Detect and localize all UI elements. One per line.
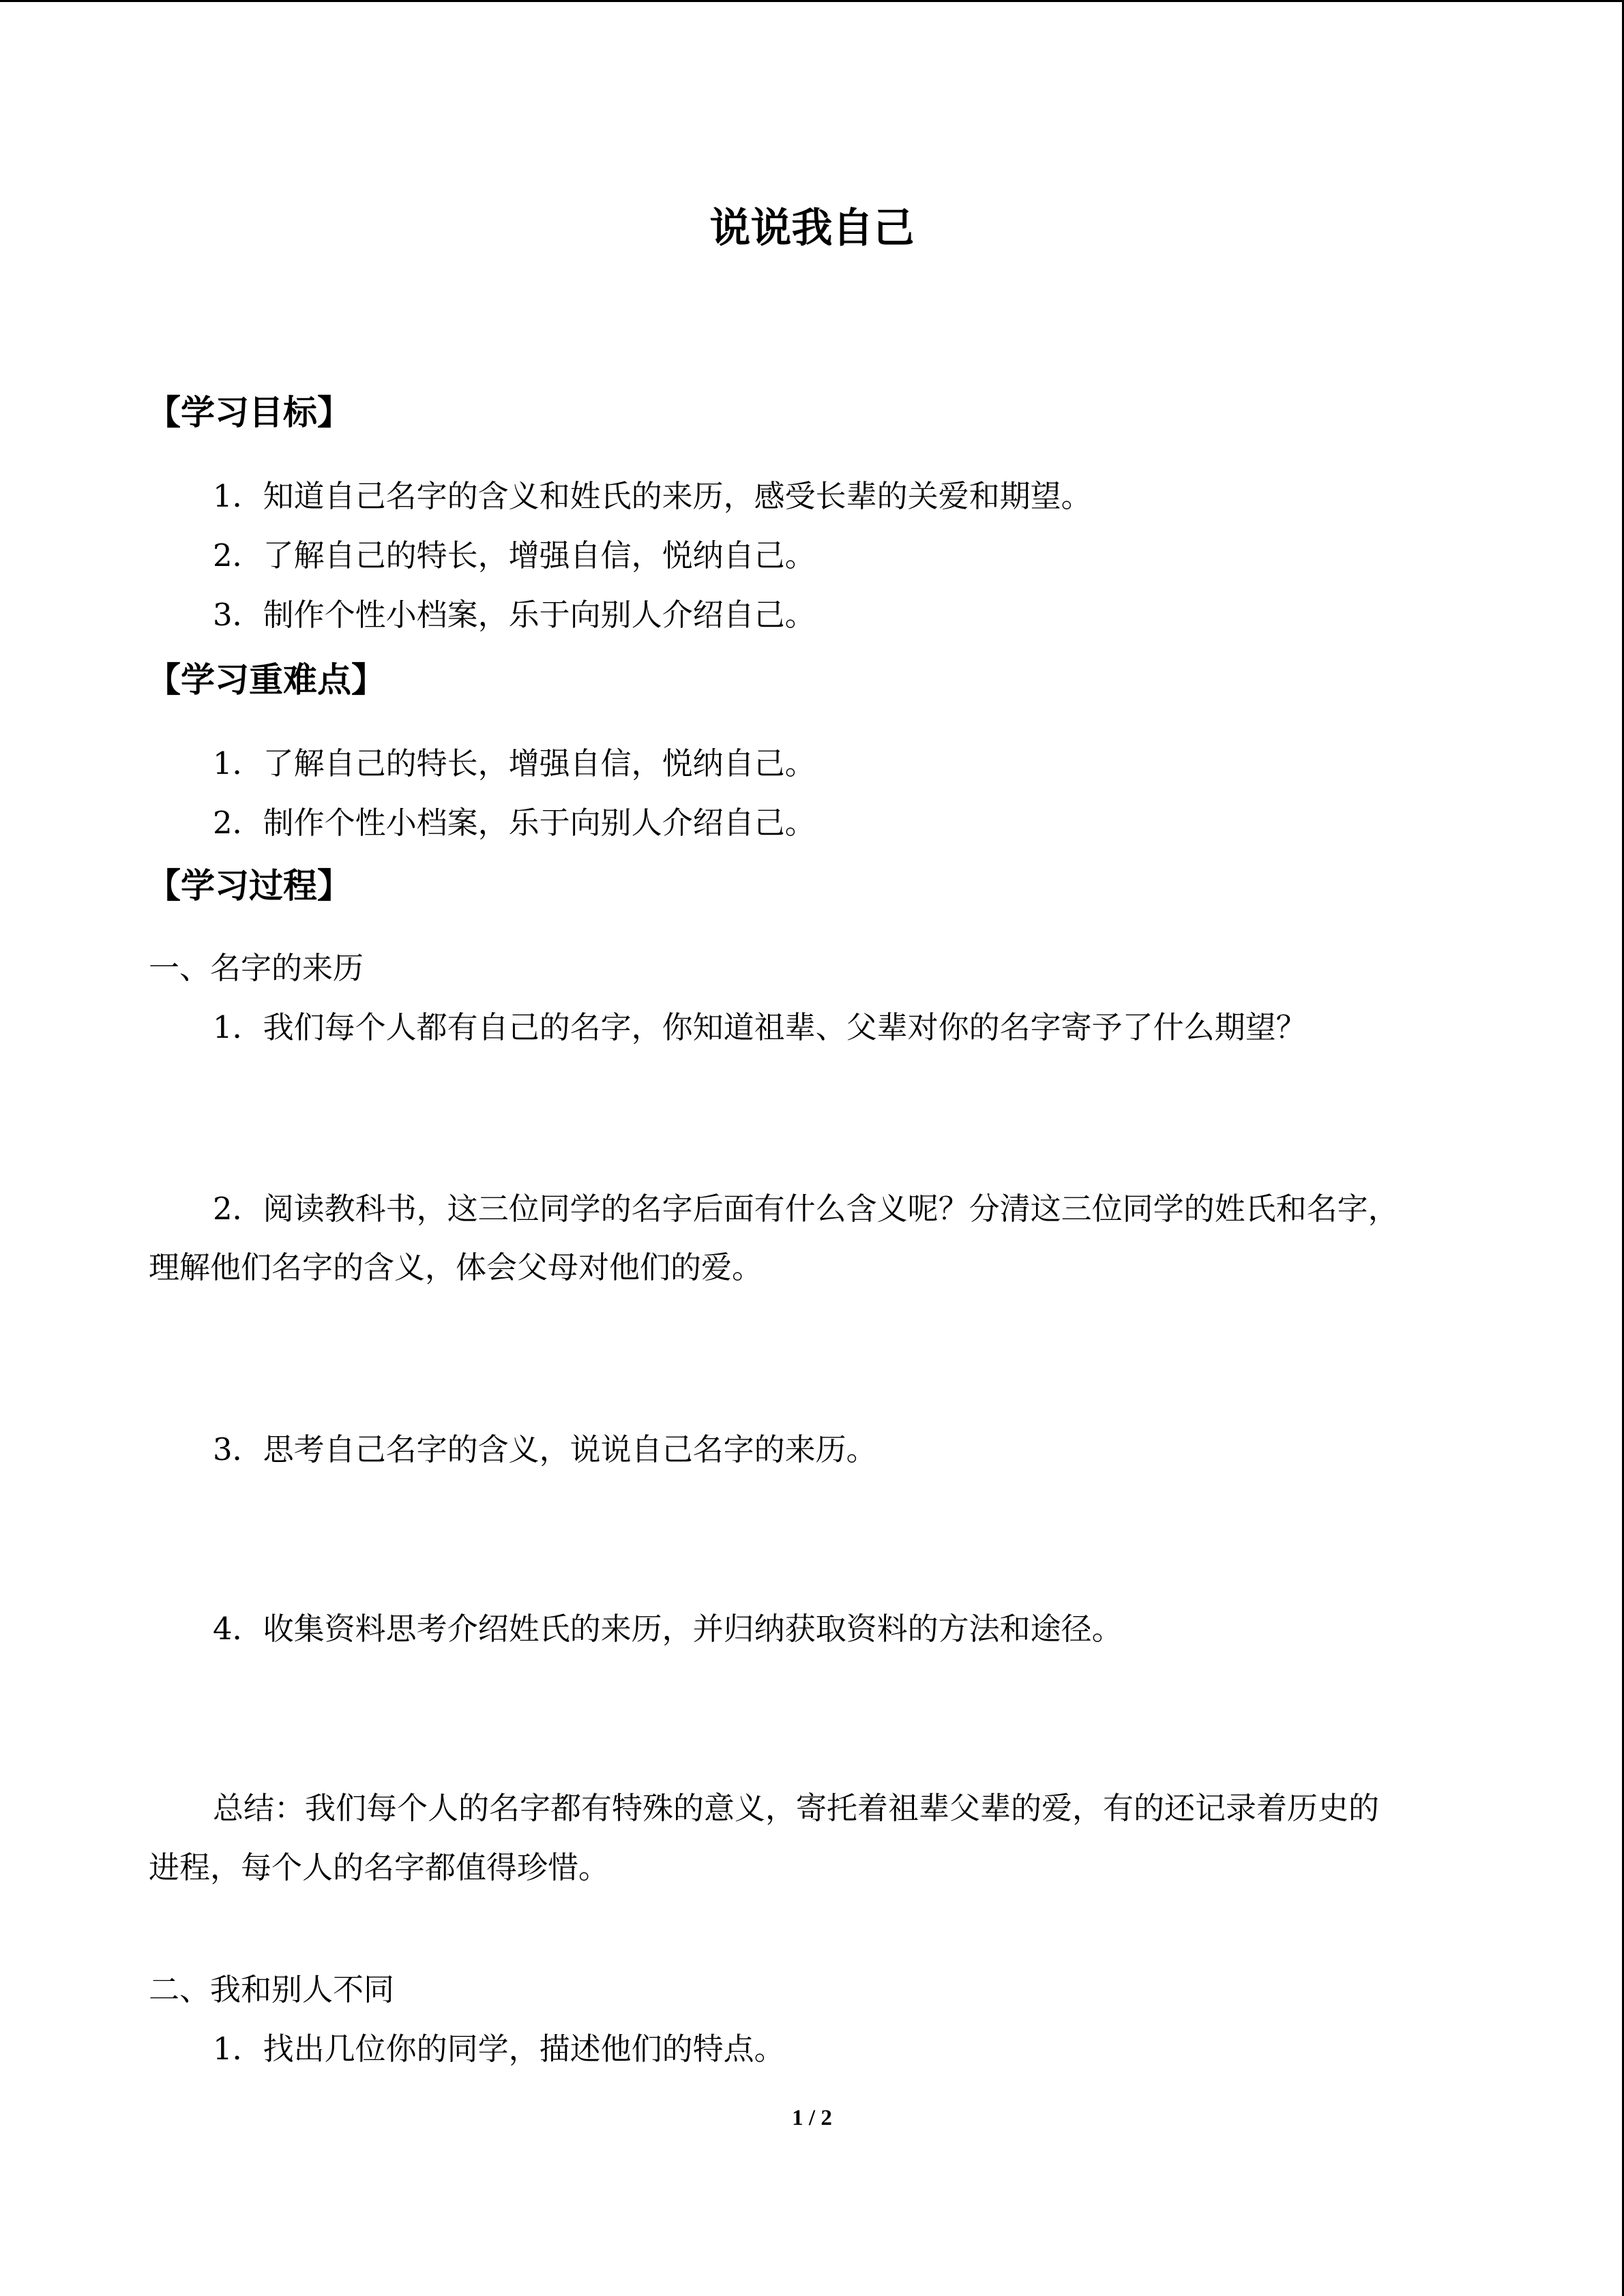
part1-question-3: 3．思考自己名字的含义，说说自己名字的来历。: [213, 1431, 877, 1467]
part1-summary-line2: 进程，每个人的名字都值得珍惜。: [149, 1849, 610, 1885]
key-point-item-1: 1．了解自己的特长，增强自信，悦纳自己。: [213, 745, 816, 781]
page-number: 1 / 2: [792, 2106, 832, 2130]
part2-question-1: 1．找出几位你的同学，描述他们的特点。: [213, 2031, 785, 2067]
part1-question-4: 4．收集资料思考介绍姓氏的来历，并归纳获取资料的方法和途径。: [213, 1611, 1123, 1647]
part1-question-2-line2: 理解他们名字的含义，体会父母对他们的爱。: [149, 1249, 763, 1285]
page-title: 说说我自己: [709, 205, 915, 252]
goal-item-3: 3．制作个性小档案，乐于向别人介绍自己。: [213, 597, 816, 633]
heading-learning-process: 【学习过程】: [147, 866, 351, 906]
key-point-item-2: 2．制作个性小档案，乐于向别人介绍自己。: [213, 805, 816, 841]
part1-heading: 一、名字的来历: [149, 950, 364, 986]
part1-question-2-line1: 2．阅读教科书，这三位同学的名字后面有什么含义呢？分清这三位同学的姓氏和名字，: [213, 1191, 1399, 1227]
part1-question-1: 1．我们每个人都有自己的名字，你知道祖辈、父辈对你的名字寄予了什么期望？: [213, 1009, 1307, 1045]
part1-summary-line1: 总结：我们每个人的名字都有特殊的意义，寄托着祖辈父辈的爱，有的还记录着历史的: [213, 1790, 1380, 1826]
goal-item-2: 2．了解自己的特长，增强自信，悦纳自己。: [213, 537, 816, 573]
part2-heading: 二、我和别人不同: [149, 1971, 395, 2008]
goal-item-1: 1．知道自己名字的含义和姓氏的来历，感受长辈的关爱和期望。: [213, 478, 1092, 514]
heading-learning-goals: 【学习目标】: [147, 393, 351, 432]
heading-key-points: 【学习重难点】: [147, 660, 385, 700]
